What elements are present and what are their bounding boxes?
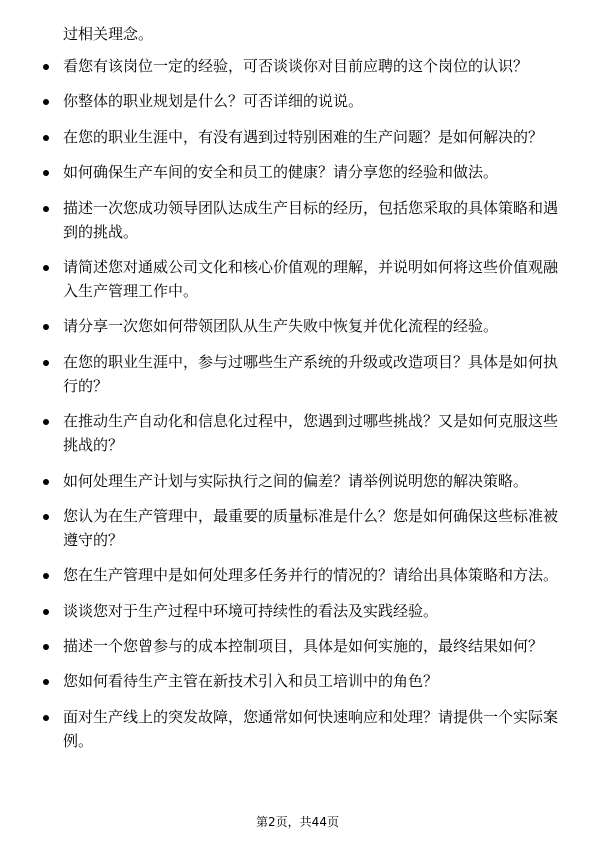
question-item	[0, 705, 563, 753]
question-text: 请分享一次您如何带领团队从生产失败中恢复并优化流程的经验。	[63, 317, 499, 336]
question-item	[0, 469, 563, 493]
page-footer	[0, 814, 595, 830]
question-item	[0, 125, 563, 149]
bullet-icon	[43, 644, 49, 650]
question-text: 你整体的职业规划是什么？可否详细的说说。	[63, 92, 364, 111]
bullet-icon	[43, 324, 49, 330]
question-item	[0, 314, 563, 338]
question-text: 面对生产线上的突发故障，您通常如何快速响应和处理？请提供一个实际案例。	[63, 707, 559, 750]
question-text: 描述一个您曾参与的成本控制项目，具体是如何实施的，最终结果如何？	[63, 637, 544, 656]
continuation-text: 过相关理念。	[63, 25, 154, 43]
question-item	[0, 89, 563, 113]
question-text: 在推动生产自动化和信息化过程中，您遇到过哪些挑战？又是如何克服这些挑战的？	[63, 412, 559, 455]
question-item	[0, 255, 563, 303]
bullet-icon	[43, 419, 49, 425]
bullet-icon	[43, 99, 49, 105]
bullet-icon	[43, 135, 49, 141]
bullet-icon	[43, 265, 49, 271]
question-item	[0, 160, 563, 184]
question-text: 您认为在生产管理中，最重要的质量标准是什么？您是如何确保这些标准被遵守的？	[63, 506, 559, 549]
question-item	[0, 196, 563, 244]
bullet-icon	[43, 170, 49, 176]
question-text: 看您有该岗位一定的经验，可否谈谈你对目前应聘的这个岗位的认识？	[63, 57, 529, 75]
bullet-icon	[43, 514, 49, 520]
question-item	[0, 634, 563, 658]
question-text: 您如何看待生产主管在新技术引入和员工培训中的角色？	[63, 672, 439, 691]
question-item	[0, 504, 563, 552]
question-text: 请简述您对通威公司文化和核心价值观的理解，并说明如何将这些价值观融入生产管理工作中。	[63, 257, 559, 300]
bullet-icon	[43, 360, 49, 366]
bullet-icon	[43, 609, 49, 615]
question-text: 如何处理生产计划与实际执行之间的偏差？请举例说明您的解决策略。	[63, 471, 529, 490]
question-item	[0, 350, 563, 398]
question-item	[0, 669, 563, 693]
bullet-icon	[43, 573, 49, 579]
question-text: 您在生产管理中是如何处理多任务并行的情况的？请给出具体策略和方法。	[63, 566, 559, 585]
page-number-label: 第2页，共44页	[256, 815, 339, 829]
bullet-icon	[43, 479, 49, 485]
bullet-icon	[43, 679, 49, 685]
question-text: 在您的职业生涯中，参与过哪些生产系统的升级或改造项目？具体是如何执行的？	[63, 352, 559, 395]
question-text: 在您的职业生涯中，有没有遇到过特别困难的生产问题？是如何解决的？	[63, 127, 544, 146]
question-item	[0, 54, 563, 78]
question-item	[0, 563, 563, 587]
question-list	[0, 54, 595, 764]
bullet-icon	[43, 715, 49, 721]
question-item	[0, 599, 563, 623]
bullet-icon	[43, 206, 49, 212]
question-text: 谈谈您对于生产过程中环境可持续性的看法及实践经验。	[63, 601, 439, 620]
bullet-icon	[43, 64, 49, 70]
question-text: 如何确保生产车间的安全和员工的健康？请分享您的经验和做法。	[63, 163, 499, 182]
question-text: 描述一次您成功领导团队达成生产目标的经历，包括您采取的具体策略和遇到的挑战。	[63, 198, 559, 241]
question-item	[0, 409, 563, 457]
